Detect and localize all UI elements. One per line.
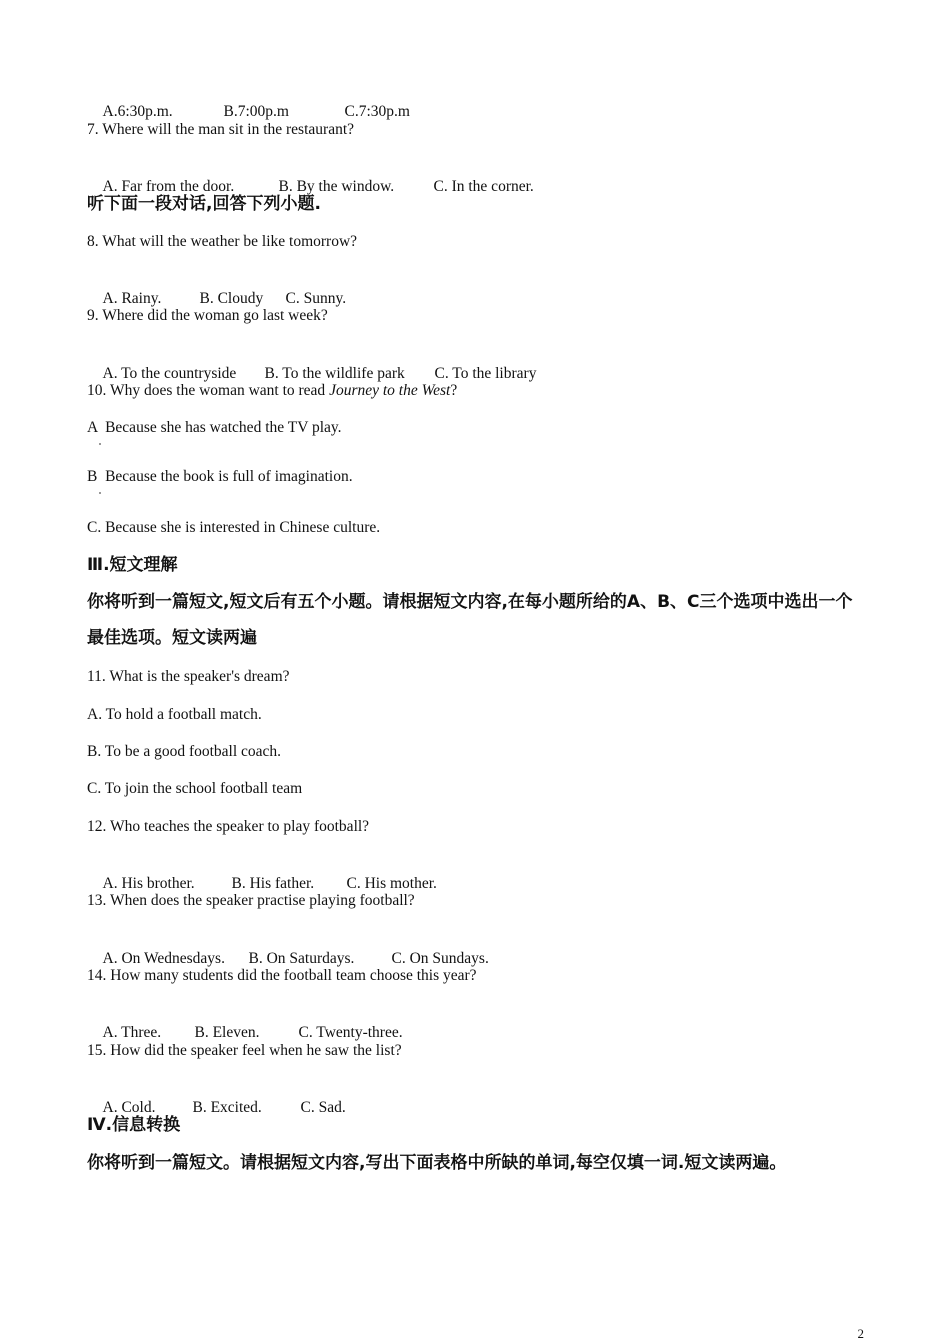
q10-book-title: Journey to the West [329, 382, 451, 399]
q10-option-a: A Because she has watched the TV play. [87, 419, 342, 436]
section-3-instruction: 你将听到一篇短文,短文后有五个小题。请根据短文内容,在每小题所给的A、B、C三个选项中选出一个最佳选项。短文读两遍 [87, 592, 853, 648]
q9-question: 9. Where did the woman go last week? [87, 307, 328, 324]
q9-option-a: A. To the countryside [102, 365, 237, 382]
q10-option-b: B Because the book is full of imagination. [87, 468, 353, 485]
q10-question [87, 381, 457, 401]
q12-question: 12. Who teaches the speaker to play football? [87, 818, 370, 835]
q11-option-b: B. To be a good football coach. [87, 743, 282, 760]
q7-option-c: C. In the corner. [433, 178, 534, 195]
page-number: 2 [857, 1326, 864, 1341]
q15-question: 15. How did the speaker feel when he saw the list? [87, 1042, 402, 1059]
q7-option-a: A. Far from the door. [102, 178, 235, 195]
q13-option-c: C. On Sundays. [391, 950, 489, 967]
dialogue-heading: 听下面一段对话,回答下列小题. [87, 194, 321, 214]
q13-option-b: B. On Saturdays. [248, 950, 355, 967]
q12-option-c: C. His mother. [346, 875, 437, 892]
q13-option-a: A. On Wednesdays. [102, 950, 225, 967]
q12-option-a: A. His brother. [102, 875, 195, 892]
q11-option-a: A. To hold a football match. [87, 706, 262, 723]
section-4-instruction: 你将听到一篇短文。请根据短文内容,写出下面表格中所缺的单词,每空仅填一词.短文读两遍。 [87, 1153, 787, 1173]
q7-question: 7. Where will the man sit in the restaurant? [87, 121, 355, 138]
q7-option-b: B. By the window. [278, 178, 395, 195]
q10-question-suffix: ? [450, 382, 458, 399]
q8-option-b: B. Cloudy [199, 290, 264, 307]
q10-option-c: C. Because she is interested in Chinese culture. [87, 519, 381, 536]
q11-option-c: C. To join the school football team [87, 780, 303, 797]
q14-option-c: C. Twenty-three. [298, 1024, 403, 1041]
q15-option-a: A. Cold. [102, 1099, 156, 1116]
q8-question: 8. What will the weather be like tomorrow? [87, 233, 358, 250]
section-4-title: Ⅳ.信息转换 [87, 1115, 181, 1135]
q15-option-b: B. Excited. [192, 1099, 262, 1116]
q11-question: 11. What is the speaker's dream? [87, 668, 290, 685]
q8-option-c: C. Sunny. [285, 290, 347, 307]
q10-question-prefix: 10. Why does the woman want to read [87, 382, 330, 399]
section-3-title: Ⅲ.短文理解 [87, 555, 178, 575]
q8-option-a: A. Rainy. [102, 290, 162, 307]
stray-dot [99, 492, 101, 494]
q15-option-c: C. Sad. [300, 1099, 346, 1116]
q9-option-b: B. To the wildlife park [264, 365, 405, 382]
stray-dot [99, 443, 101, 445]
q12-option-b: B. His father. [231, 875, 315, 892]
q14-option-b: B. Eleven. [194, 1024, 260, 1041]
q13-question: 13. When does the speaker practise playing football? [87, 892, 415, 909]
q6-option-a: A.6:30p.m. [102, 103, 173, 120]
q9-option-c: C. To the library [434, 365, 537, 382]
q6-option-b: B.7:00p.m [223, 103, 289, 120]
q14-option-a: A. Three. [102, 1024, 162, 1041]
q6-option-c: C.7:30p.m [344, 103, 410, 120]
q14-question: 14. How many students did the football team choose this year? [87, 967, 477, 984]
